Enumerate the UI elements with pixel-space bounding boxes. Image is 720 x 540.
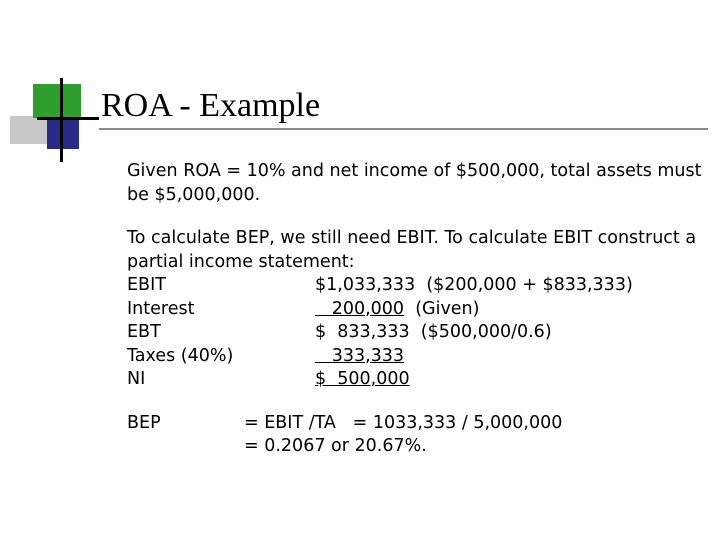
bep-formula-line1: = EBIT /TA = 1033,333 / 5,000,000 [244, 412, 563, 433]
statement-label: Interest [127, 298, 195, 319]
calc-intro-text: To calculate BEP, we still need EBIT. To calculate EBIT construct a partial income statement: [127, 228, 697, 272]
bep-label: BEP [127, 412, 161, 433]
statement-value: 200,000 [315, 298, 405, 319]
statement-label: Taxes (40%) [127, 345, 234, 366]
decor-horizontal-line-dark [37, 117, 99, 120]
intro-text: Given ROA = 10% and net income of $500,000, total assets must be $5,000,000. [127, 161, 702, 205]
decor-green-square [33, 84, 81, 118]
statement-note: ($200,000 + $833,333) [415, 275, 633, 295]
statement-row-ebt [127, 321, 707, 345]
statement-label: EBT [127, 322, 161, 342]
decor-blue-square [47, 117, 79, 149]
statement-label: NI [127, 369, 146, 389]
statement-row-ebit [127, 274, 707, 298]
bep-calculation [127, 412, 707, 459]
statement-note: ($500,000/0.6) [409, 322, 552, 342]
decor-vertical-line [60, 78, 63, 162]
statement-row-ni [127, 368, 707, 392]
statement-note: (Given) [404, 298, 480, 319]
statement-value: $ 500,000 [315, 369, 410, 389]
slide-content [127, 160, 707, 459]
decor-gray-square [10, 116, 48, 144]
title-underline-rule [99, 128, 708, 130]
statement-value: 333,333 [315, 345, 405, 366]
income-statement [127, 274, 707, 392]
statement-value: $ 833,333 [315, 322, 410, 342]
statement-label: EBIT [127, 275, 166, 295]
slide-title: ROA - Example [101, 87, 321, 124]
statement-row-taxes [127, 345, 707, 369]
bep-formula-line2: = 0.2067 or 20.67%. [244, 436, 427, 456]
statement-row-interest [127, 298, 707, 322]
statement-value: $1,033,333 [315, 275, 416, 295]
